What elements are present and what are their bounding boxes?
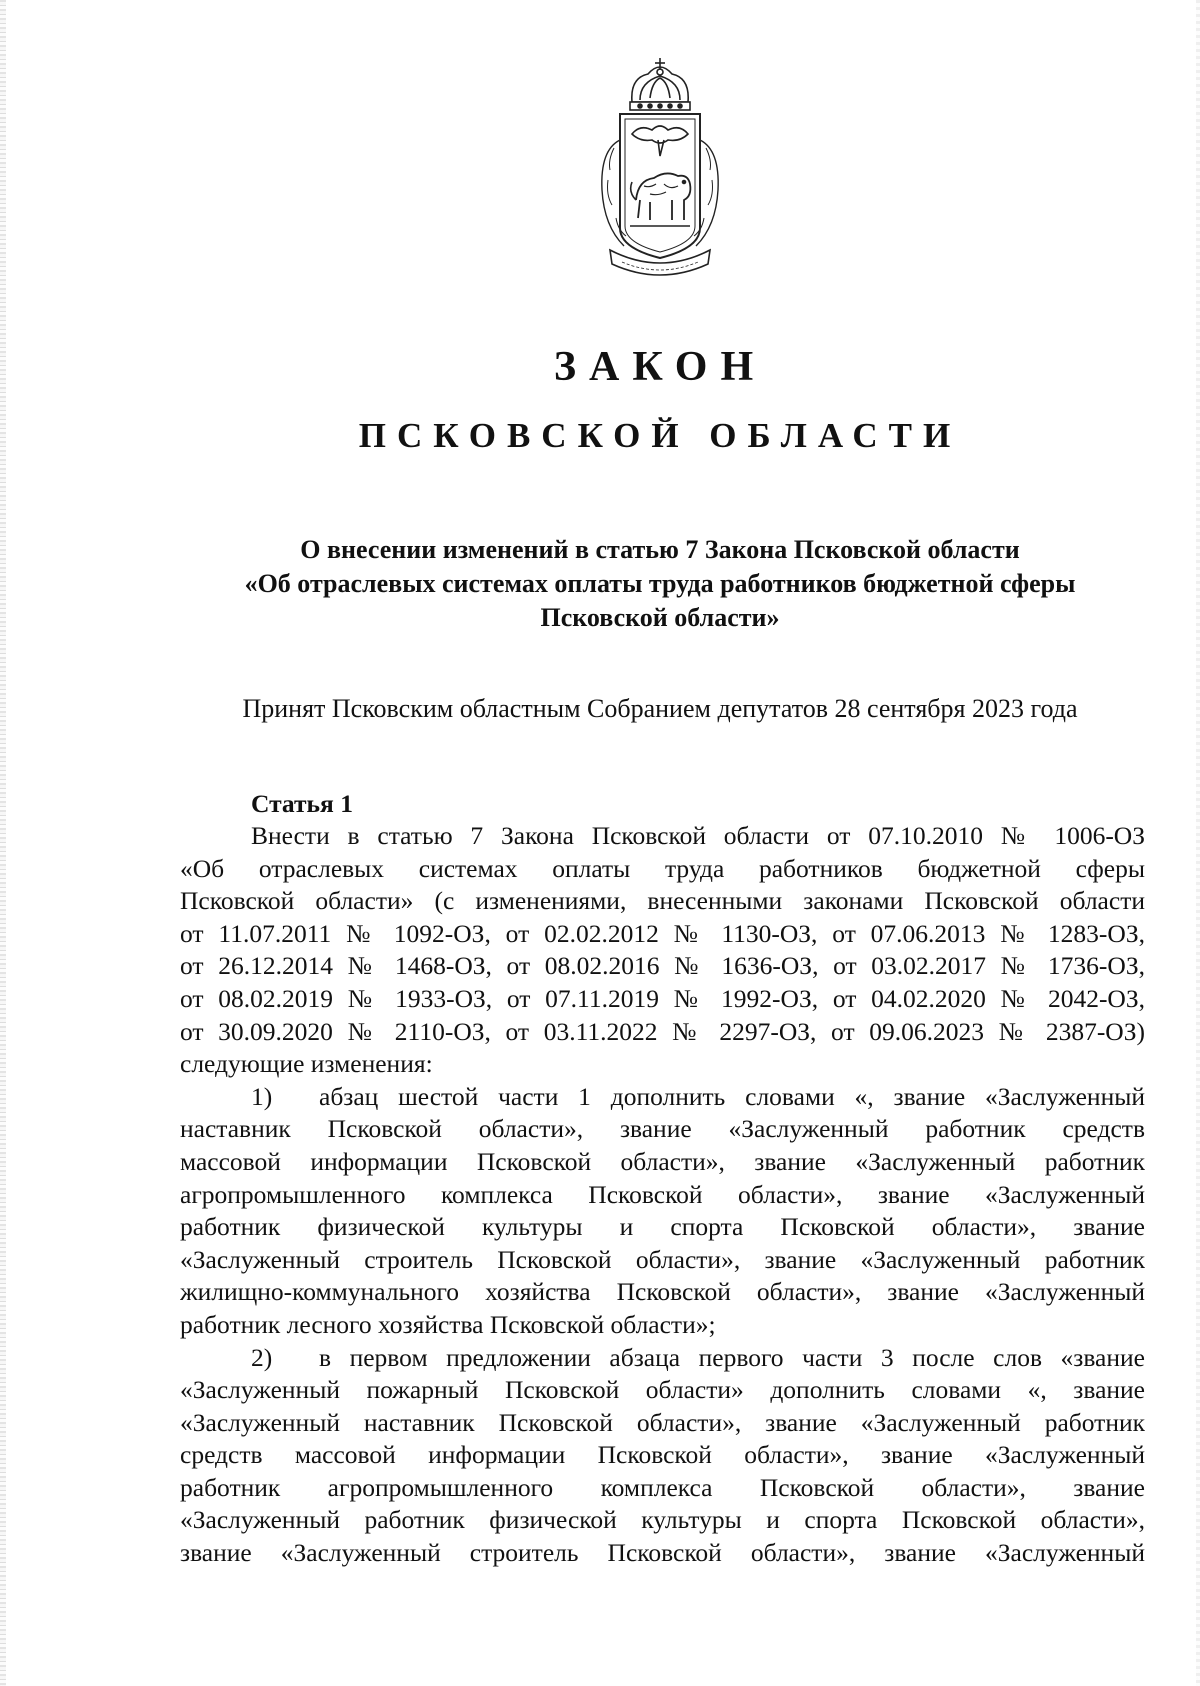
text-line: в первом предложении абзаца первого части 3 после слов «звание (319, 1342, 1145, 1372)
list-item-1 (180, 1081, 1145, 1114)
text-line: «Заслуженный работник физической культуры и спорта Псковской области», (180, 1505, 1145, 1535)
document-title: ЗАКОН (553, 344, 767, 390)
law-name (0, 533, 1200, 635)
list-item-number: 1) (251, 1081, 273, 1111)
text-line: от 08.02.2019 № 1933-ОЗ, от 07.11.2019 № 1992-ОЗ, от 04.02.2020 № 2042-ОЗ, (180, 983, 1145, 1013)
adoption-statement: Принят Псковским областным Собранием депутатов 28 сентября 2023 года (242, 694, 1078, 723)
text-line: от 26.12.2014 № 1468-ОЗ, от 08.02.2016 № 1636-ОЗ, от 03.02.2017 № 1736-ОЗ, (180, 951, 1145, 981)
coat-of-arms-icon (580, 50, 740, 290)
text-line: массовой информации Псковской области», звание «Заслуженный работник (180, 1146, 1145, 1176)
list-item-2 (180, 1342, 1145, 1375)
text-line: «Заслуженный пожарный Псковской области» дополнить словами «, звание (180, 1375, 1145, 1405)
document-subtitle: ПСКОВСКОЙ ОБЛАСТИ (358, 416, 962, 455)
law-name-line: О внесении изменений в статью 7 Закона Псковской области (300, 535, 1020, 564)
scan-edge-left (0, 0, 6, 1686)
text-line: абзац шестой части 1 дополнить словами «, звание «Заслуженный (319, 1081, 1145, 1111)
list-item-number: 2) (251, 1342, 273, 1372)
text-line: работник агропромышленного комплекса Псковской области», звание (180, 1472, 1145, 1502)
text-line: от 11.07.2011 № 1092-ОЗ, от 02.02.2012 № 1130-ОЗ, от 07.06.2013 № 1283-ОЗ, (180, 918, 1145, 948)
text-line: Внести в статью 7 Закона Псковской области от 07.10.2010 № 1006-ОЗ (251, 821, 1145, 850)
text-line: «Об отраслевых системах оплаты труда работников бюджетной сферы (180, 853, 1145, 883)
law-name-line: Псковской области» (540, 603, 780, 632)
law-name-line: «Об отраслевых системах оплаты труда работников бюджетной сферы (244, 569, 1076, 598)
text-line: Псковской области» (с изменениями, внесенными законами Псковской области (180, 886, 1145, 916)
text-line: «Заслуженный строитель Псковской области», звание «Заслуженный работник (180, 1244, 1145, 1274)
text-line: работник физической культуры и спорта Псковской области», звание (180, 1212, 1145, 1242)
article-1 (180, 788, 1145, 1570)
article-heading: Статья 1 (251, 789, 353, 818)
text-line: агропромышленного комплекса Псковской области», звание «Заслуженный (180, 1179, 1145, 1209)
text-line: работник лесного хозяйства Псковской области»; (180, 1309, 716, 1339)
scan-edge-right (1196, 0, 1200, 1686)
text-line: наставник Псковской области», звание «Заслуженный работник средств (180, 1114, 1145, 1144)
text-line: жилищно-коммунального хозяйства Псковской области», звание «Заслуженный (180, 1277, 1145, 1307)
text-line: средств массовой информации Псковской области», звание «Заслуженный (180, 1440, 1145, 1470)
text-line: «Заслуженный наставник Псковской области», звание «Заслуженный работник (180, 1407, 1145, 1437)
text-line: от 30.09.2020 № 2110-ОЗ, от 03.11.2022 № 2297-ОЗ, от 09.06.2023 № 2387-ОЗ) (180, 1016, 1145, 1046)
text-line: следующие изменения: (180, 1049, 433, 1079)
text-line: звание «Заслуженный строитель Псковской области», звание «Заслуженный (180, 1538, 1145, 1568)
